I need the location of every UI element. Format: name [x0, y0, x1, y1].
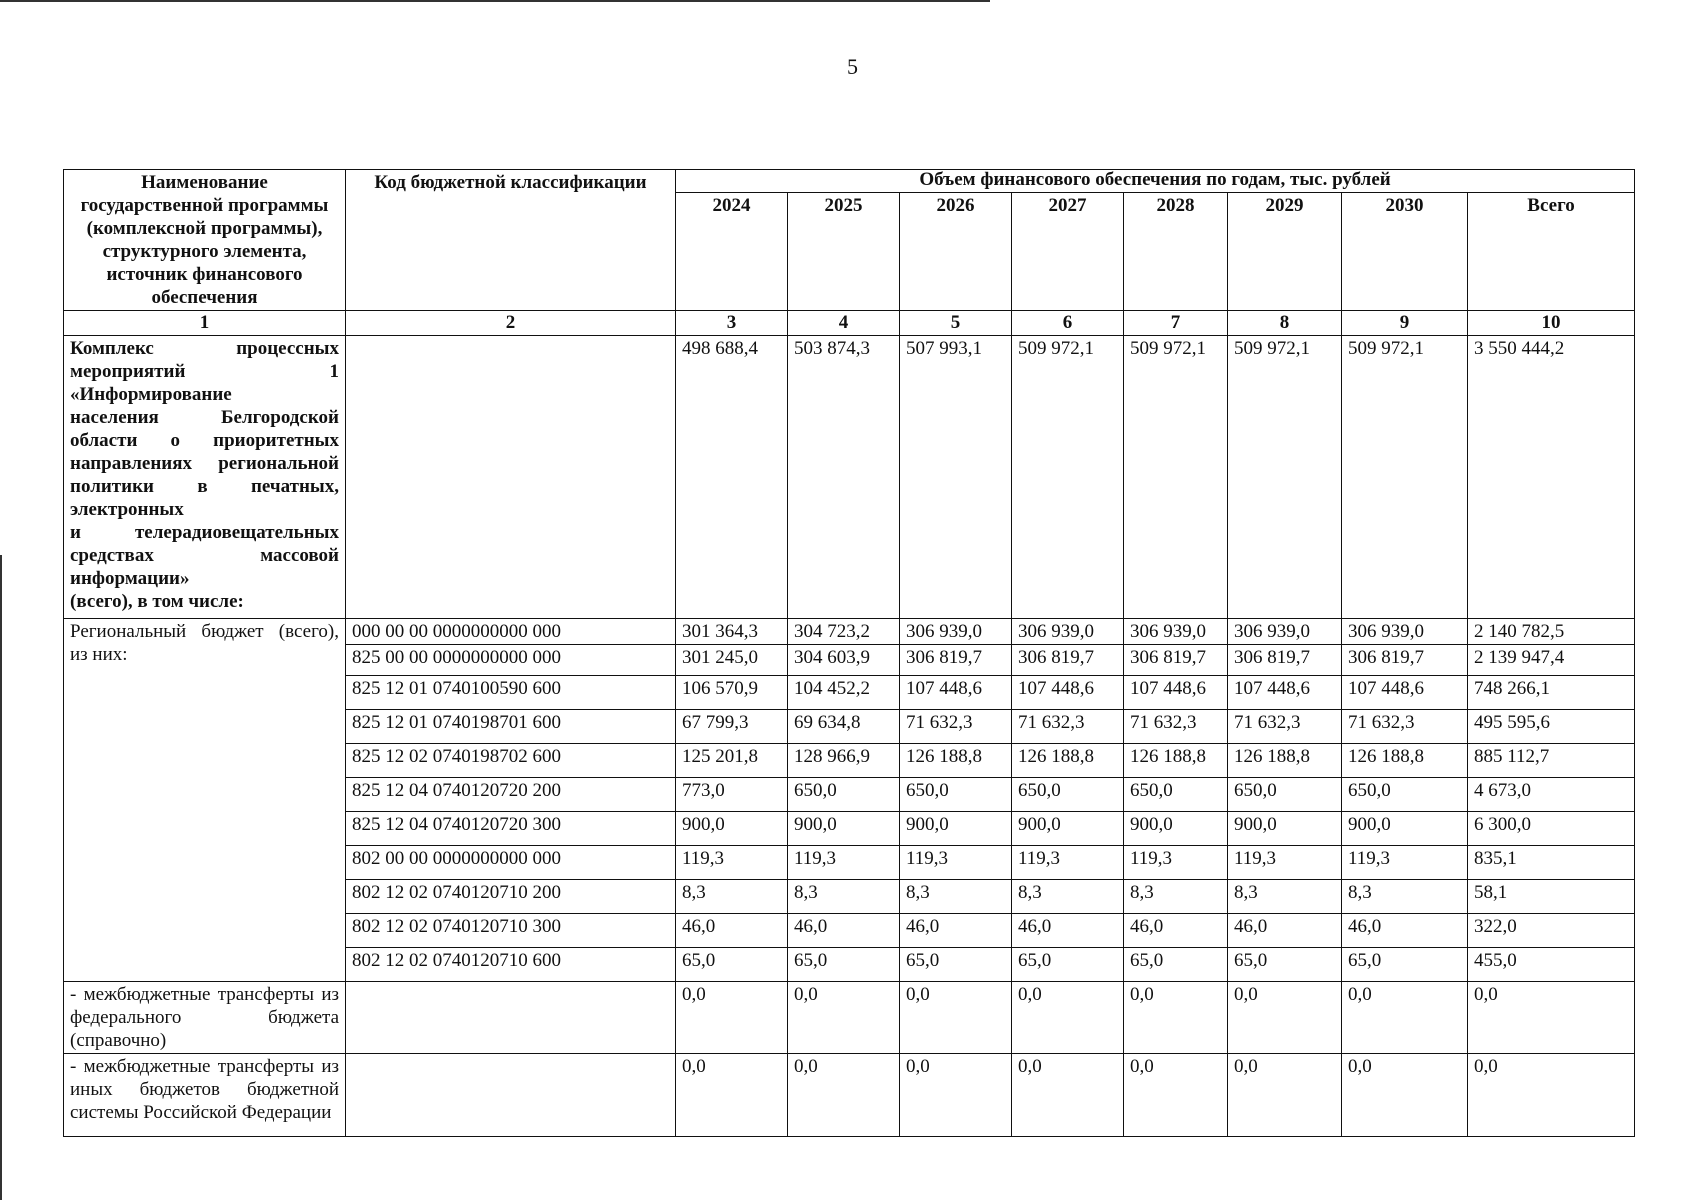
regional-value: 126 188,8 — [1012, 744, 1124, 778]
regional-value: 119,3 — [1012, 846, 1124, 880]
complex-value: 498 688,4 — [676, 336, 788, 619]
regional-value: 8,3 — [1124, 880, 1228, 914]
regional-value: 748 266,1 — [1468, 676, 1635, 710]
regional-value: 835,1 — [1468, 846, 1635, 880]
regional-value: 773,0 — [676, 778, 788, 812]
complex-row — [64, 336, 1635, 619]
federal-transfers-value: 0,0 — [1228, 982, 1342, 1054]
other-transfers-value: 0,0 — [676, 1054, 788, 1137]
regional-value: 46,0 — [788, 914, 900, 948]
header-code: Код бюджетной классификации — [346, 170, 676, 311]
regional-code: 825 12 02 0740198702 600 — [346, 744, 676, 778]
regional-value: 107 448,6 — [900, 676, 1012, 710]
scan-edge-left — [0, 555, 2, 1200]
header-year: 2029 — [1228, 192, 1342, 310]
regional-value: 65,0 — [1342, 948, 1468, 982]
complex-name-line: электронных — [70, 499, 184, 520]
complex-value: 503 874,3 — [788, 336, 900, 619]
other-transfers-code — [346, 1054, 676, 1137]
regional-value: 8,3 — [676, 880, 788, 914]
regional-value: 301 364,3 — [676, 619, 788, 645]
header-year: 2024 — [676, 192, 788, 310]
regional-code: 825 12 04 0740120720 300 — [346, 812, 676, 846]
header-col-number: 7 — [1124, 311, 1228, 336]
header-col-number: 2 — [346, 311, 676, 336]
regional-value: 126 188,8 — [1124, 744, 1228, 778]
complex-name-line: средствах массовой — [70, 545, 339, 566]
regional-value: 106 570,9 — [676, 676, 788, 710]
regional-value: 46,0 — [1228, 914, 1342, 948]
complex-value: 509 972,1 — [1124, 336, 1228, 619]
regional-value: 107 448,6 — [1342, 676, 1468, 710]
other-transfers-value: 0,0 — [1468, 1054, 1635, 1137]
complex-name-line: области о приоритетных — [70, 430, 339, 451]
regional-value: 900,0 — [676, 812, 788, 846]
regional-code: 000 00 00 0000000000 000 — [346, 619, 676, 645]
regional-value: 119,3 — [676, 846, 788, 880]
scan-edge-top — [0, 0, 990, 2]
regional-value: 495 595,6 — [1468, 710, 1635, 744]
regional-value: 71 632,3 — [1124, 710, 1228, 744]
header-year: 2025 — [788, 192, 900, 310]
header-col-number: 1 — [64, 311, 346, 336]
regional-value: 71 632,3 — [1342, 710, 1468, 744]
other-transfers-value: 0,0 — [1012, 1054, 1124, 1137]
regional-value: 119,3 — [900, 846, 1012, 880]
regional-value: 65,0 — [1124, 948, 1228, 982]
complex-value: 509 972,1 — [1012, 336, 1124, 619]
other-transfers-name: - межбюджетные трансферты из иных бюджетов бюджетной системы Российской Федерации — [64, 1054, 346, 1137]
complex-name-line: направлениях региональной — [70, 453, 339, 474]
regional-value: 69 634,8 — [788, 710, 900, 744]
header-col-number: 3 — [676, 311, 788, 336]
regional-code: 825 00 00 0000000000 000 — [346, 645, 676, 676]
regional-value: 900,0 — [1012, 812, 1124, 846]
header-year: Всего — [1468, 192, 1635, 310]
regional-code: 802 00 00 0000000000 000 — [346, 846, 676, 880]
complex-value: 509 972,1 — [1228, 336, 1342, 619]
regional-code: 825 12 04 0740120720 200 — [346, 778, 676, 812]
regional-value: 885 112,7 — [1468, 744, 1635, 778]
regional-value: 306 819,7 — [1228, 645, 1342, 676]
regional-value: 119,3 — [788, 846, 900, 880]
complex-code — [346, 336, 676, 619]
regional-value: 8,3 — [1228, 880, 1342, 914]
regional-value: 71 632,3 — [1012, 710, 1124, 744]
regional-code: 802 12 02 0740120710 200 — [346, 880, 676, 914]
regional-value: 104 452,2 — [788, 676, 900, 710]
header-volume: Объем финансового обеспечения по годам, тыс. рублей — [676, 170, 1635, 193]
federal-transfers-value: 0,0 — [1124, 982, 1228, 1054]
regional-value: 71 632,3 — [900, 710, 1012, 744]
federal-transfers-code — [346, 982, 676, 1054]
header-year: 2030 — [1342, 192, 1468, 310]
complex-name-line: информации» — [70, 568, 190, 589]
regional-value: 67 799,3 — [676, 710, 788, 744]
header-year: 2028 — [1124, 192, 1228, 310]
other-transfers-value: 0,0 — [1124, 1054, 1228, 1137]
header-col-number: 9 — [1342, 311, 1468, 336]
regional-value: 65,0 — [676, 948, 788, 982]
regional-value: 306 819,7 — [1124, 645, 1228, 676]
other-transfers-row — [64, 1054, 1635, 1137]
header-col-number: 8 — [1228, 311, 1342, 336]
regional-row — [64, 619, 1635, 645]
regional-value: 650,0 — [788, 778, 900, 812]
header-col-number: 10 — [1468, 311, 1635, 336]
regional-value: 304 603,9 — [788, 645, 900, 676]
complex-value: 509 972,1 — [1342, 336, 1468, 619]
regional-code: 825 12 01 0740198701 600 — [346, 710, 676, 744]
federal-transfers-value: 0,0 — [788, 982, 900, 1054]
federal-transfers-value: 0,0 — [1012, 982, 1124, 1054]
regional-value: 119,3 — [1342, 846, 1468, 880]
regional-value: 306 939,0 — [900, 619, 1012, 645]
federal-transfers-value: 0,0 — [900, 982, 1012, 1054]
regional-value: 65,0 — [788, 948, 900, 982]
regional-code: 802 12 02 0740120710 600 — [346, 948, 676, 982]
regional-value: 306 939,0 — [1228, 619, 1342, 645]
regional-value: 128 966,9 — [788, 744, 900, 778]
regional-value: 107 448,6 — [1124, 676, 1228, 710]
regional-value: 126 188,8 — [1342, 744, 1468, 778]
federal-transfers-row — [64, 982, 1635, 1054]
other-transfers-value: 0,0 — [900, 1054, 1012, 1137]
regional-value: 46,0 — [900, 914, 1012, 948]
other-transfers-value: 0,0 — [1342, 1054, 1468, 1137]
complex-name-line: и телерадиовещательных — [70, 522, 339, 543]
regional-value: 8,3 — [1012, 880, 1124, 914]
header-col-number: 6 — [1012, 311, 1124, 336]
regional-value: 900,0 — [1228, 812, 1342, 846]
header-col-number: 4 — [788, 311, 900, 336]
regional-value: 65,0 — [900, 948, 1012, 982]
federal-transfers-value: 0,0 — [1468, 982, 1635, 1054]
regional-value: 306 939,0 — [1124, 619, 1228, 645]
regional-value: 900,0 — [1342, 812, 1468, 846]
header-year: 2027 — [1012, 192, 1124, 310]
regional-name: Региональный бюджет (всего), из них: — [64, 619, 346, 982]
regional-value: 4 673,0 — [1468, 778, 1635, 812]
header-year: 2026 — [900, 192, 1012, 310]
regional-value: 6 300,0 — [1468, 812, 1635, 846]
regional-value: 650,0 — [900, 778, 1012, 812]
regional-value: 650,0 — [1012, 778, 1124, 812]
regional-value: 455,0 — [1468, 948, 1635, 982]
regional-value: 46,0 — [1124, 914, 1228, 948]
regional-value: 650,0 — [1342, 778, 1468, 812]
regional-value: 306 819,7 — [900, 645, 1012, 676]
regional-value: 126 188,8 — [900, 744, 1012, 778]
regional-value: 322,0 — [1468, 914, 1635, 948]
regional-value: 650,0 — [1228, 778, 1342, 812]
complex-name — [64, 336, 346, 619]
regional-value: 119,3 — [1228, 846, 1342, 880]
page-number: 5 — [847, 54, 858, 79]
regional-value: 46,0 — [1342, 914, 1468, 948]
header-name: Наименование государственной программы (комплексной программы), структурного элемента, источник финансового обеспечения — [64, 170, 346, 311]
regional-value: 304 723,2 — [788, 619, 900, 645]
regional-value: 71 632,3 — [1228, 710, 1342, 744]
complex-value: 507 993,1 — [900, 336, 1012, 619]
regional-value: 107 448,6 — [1228, 676, 1342, 710]
regional-value: 65,0 — [1228, 948, 1342, 982]
regional-value: 107 448,6 — [1012, 676, 1124, 710]
complex-name-line: мероприятий 1 — [70, 361, 339, 382]
regional-value: 46,0 — [676, 914, 788, 948]
complex-name-line: политики в печатных, — [70, 476, 339, 497]
regional-value: 65,0 — [1012, 948, 1124, 982]
regional-value: 900,0 — [1124, 812, 1228, 846]
complex-name-line: Комплекс процессных — [70, 338, 339, 359]
federal-transfers-value: 0,0 — [1342, 982, 1468, 1054]
regional-value: 8,3 — [900, 880, 1012, 914]
regional-value: 2 139 947,4 — [1468, 645, 1635, 676]
regional-value: 58,1 — [1468, 880, 1635, 914]
complex-name-line: (всего), в том числе: — [70, 591, 244, 612]
regional-value: 900,0 — [900, 812, 1012, 846]
other-transfers-value: 0,0 — [1228, 1054, 1342, 1137]
header-row-1 — [64, 170, 1635, 193]
regional-value: 650,0 — [1124, 778, 1228, 812]
regional-value: 46,0 — [1012, 914, 1124, 948]
regional-value: 126 188,8 — [1228, 744, 1342, 778]
regional-code: 802 12 02 0740120710 300 — [346, 914, 676, 948]
federal-transfers-name: - межбюджетные трансферты из федерального бюджета (справочно) — [64, 982, 346, 1054]
regional-value: 125 201,8 — [676, 744, 788, 778]
complex-value: 3 550 444,2 — [1468, 336, 1635, 619]
regional-value: 306 819,7 — [1342, 645, 1468, 676]
regional-value: 306 819,7 — [1012, 645, 1124, 676]
complex-name-line: населения Белгородской — [70, 407, 339, 428]
regional-code: 825 12 01 0740100590 600 — [346, 676, 676, 710]
regional-value: 301 245,0 — [676, 645, 788, 676]
header-col-number: 5 — [900, 311, 1012, 336]
complex-name-line: «Информирование — [70, 384, 232, 405]
federal-transfers-value: 0,0 — [676, 982, 788, 1054]
regional-value: 119,3 — [1124, 846, 1228, 880]
regional-value: 2 140 782,5 — [1468, 619, 1635, 645]
regional-value: 900,0 — [788, 812, 900, 846]
regional-value: 8,3 — [1342, 880, 1468, 914]
header-row-numbers — [64, 311, 1635, 336]
other-transfers-value: 0,0 — [788, 1054, 900, 1137]
financing-table — [63, 169, 1635, 1137]
regional-value: 8,3 — [788, 880, 900, 914]
regional-value: 306 939,0 — [1342, 619, 1468, 645]
regional-value: 306 939,0 — [1012, 619, 1124, 645]
